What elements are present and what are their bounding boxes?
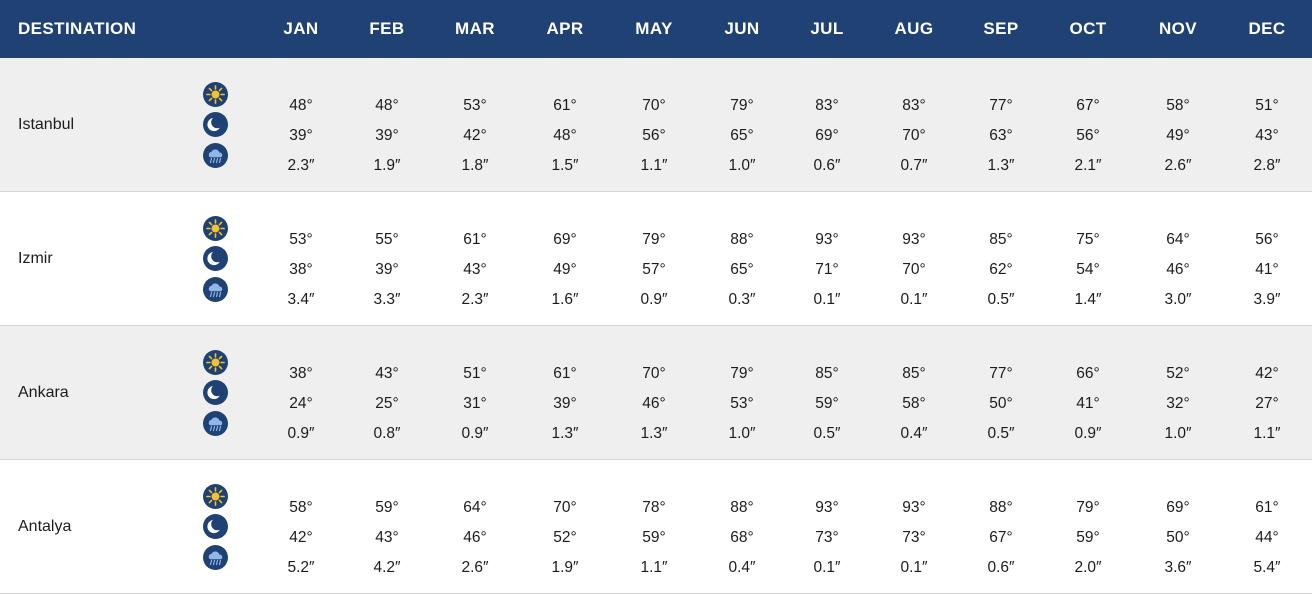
month-header-nov: NOV: [1158, 19, 1198, 38]
low-temp-cell: 73°: [815, 529, 839, 546]
low-temp-cell: 65°: [730, 127, 754, 144]
low-temp-cell: 46°: [642, 395, 666, 412]
precipitation-cell: 0.5″: [813, 425, 841, 442]
precipitation-cell: 1.9″: [373, 157, 401, 174]
precipitation-cell: 2.8″: [1253, 157, 1281, 174]
high-temp-cell: 83°: [902, 97, 926, 114]
low-temp-cell: 70°: [902, 127, 926, 144]
rain-cloud-icon: [203, 411, 228, 436]
high-temp-cell: 69°: [1166, 499, 1190, 516]
high-temp-cell: 53°: [289, 231, 313, 248]
moon-icon: [203, 112, 228, 137]
month-header-aug: AUG: [894, 19, 934, 38]
table-body: [0, 58, 1312, 594]
high-temp-cell: 88°: [730, 499, 754, 516]
precipitation-cell: 3.3″: [373, 291, 401, 308]
precipitation-cell: 2.6″: [461, 559, 489, 576]
low-temp-cell: 25°: [375, 395, 399, 412]
high-temp-cell: 66°: [1076, 365, 1100, 382]
destination-row-antalya: [0, 460, 1312, 594]
low-temp-cell: 41°: [1076, 395, 1100, 412]
precipitation-cell: 3.0″: [1164, 291, 1192, 308]
high-temp-cell: 79°: [730, 97, 754, 114]
high-temp-cell: 42°: [1255, 365, 1279, 382]
low-temp-cell: 70°: [902, 261, 926, 278]
precipitation-cell: 2.0″: [1074, 559, 1102, 576]
month-header-apr: APR: [546, 19, 584, 38]
low-temp-cell: 32°: [1166, 395, 1190, 412]
low-temp-cell: 39°: [375, 127, 399, 144]
destination-row-ankara: [0, 326, 1312, 460]
precipitation-cell: 3.6″: [1164, 559, 1192, 576]
low-temp-cell: 56°: [642, 127, 666, 144]
high-temp-cell: 77°: [989, 97, 1013, 114]
low-temp-cell: 71°: [815, 261, 839, 278]
precipitation-cell: 0.4″: [728, 559, 756, 576]
low-temp-cell: 68°: [730, 529, 754, 546]
destination-row-izmir: [0, 192, 1312, 326]
precipitation-cell: 5.4″: [1253, 559, 1281, 576]
precipitation-cell: 0.9″: [1074, 425, 1102, 442]
high-temp-cell: 93°: [815, 499, 839, 516]
month-header-oct: OCT: [1069, 19, 1107, 38]
precipitation-cell: 1.1″: [640, 559, 668, 576]
low-temp-cell: 58°: [902, 395, 926, 412]
high-temp-cell: 52°: [1166, 365, 1190, 382]
high-temp-cell: 85°: [902, 365, 926, 382]
precipitation-cell: 2.1″: [1074, 157, 1102, 174]
precipitation-cell: 1.6″: [551, 291, 579, 308]
low-temp-cell: 59°: [815, 395, 839, 412]
low-temp-cell: 48°: [553, 127, 577, 144]
rain-cloud-icon: [203, 545, 228, 570]
high-temp-cell: 70°: [642, 365, 666, 382]
month-header-feb: FEB: [369, 19, 405, 38]
precipitation-cell: 1.3″: [551, 425, 579, 442]
high-temp-cell: 70°: [553, 499, 577, 516]
high-temp-cell: 61°: [553, 365, 577, 382]
moon-icon: [203, 380, 228, 405]
month-header-mar: MAR: [455, 19, 495, 38]
rain-cloud-icon: [203, 143, 228, 168]
high-temp-cell: 38°: [289, 365, 313, 382]
precipitation-cell: 1.8″: [461, 157, 489, 174]
precipitation-cell: 0.3″: [728, 291, 756, 308]
high-temp-cell: 64°: [1166, 231, 1190, 248]
month-header-may: MAY: [635, 19, 673, 38]
low-temp-cell: 53°: [730, 395, 754, 412]
high-temp-cell: 79°: [642, 231, 666, 248]
low-temp-cell: 39°: [375, 261, 399, 278]
high-temp-cell: 61°: [1255, 499, 1279, 516]
high-temp-cell: 85°: [815, 365, 839, 382]
high-temp-cell: 56°: [1255, 231, 1279, 248]
high-temp-cell: 93°: [902, 231, 926, 248]
low-temp-cell: 41°: [1255, 261, 1279, 278]
precipitation-cell: 1.1″: [640, 157, 668, 174]
precipitation-cell: 0.1″: [900, 559, 928, 576]
month-header-jan: JAN: [283, 19, 319, 38]
precipitation-cell: 1.1″: [1253, 425, 1281, 442]
low-temp-cell: 56°: [1076, 127, 1100, 144]
low-temp-cell: 59°: [642, 529, 666, 546]
precipitation-cell: 0.4″: [900, 425, 928, 442]
low-temp-cell: 50°: [989, 395, 1013, 412]
high-temp-cell: 75°: [1076, 231, 1100, 248]
high-temp-cell: 61°: [553, 97, 577, 114]
high-temp-cell: 88°: [730, 231, 754, 248]
high-temp-cell: 64°: [463, 499, 487, 516]
precipitation-cell: 0.6″: [813, 157, 841, 174]
low-temp-cell: 69°: [815, 127, 839, 144]
precipitation-cell: 1.0″: [1164, 425, 1192, 442]
precipitation-cell: 0.6″: [987, 559, 1015, 576]
low-temp-cell: 62°: [989, 261, 1013, 278]
high-temp-cell: 58°: [289, 499, 313, 516]
destination-name: Izmir: [18, 250, 53, 267]
high-temp-cell: 51°: [463, 365, 487, 382]
high-temp-cell: 93°: [815, 231, 839, 248]
high-temp-cell: 85°: [989, 231, 1013, 248]
low-temp-cell: 43°: [375, 529, 399, 546]
low-temp-cell: 24°: [289, 395, 313, 412]
precipitation-cell: 2.3″: [287, 157, 315, 174]
low-temp-cell: 54°: [1076, 261, 1100, 278]
low-temp-cell: 49°: [553, 261, 577, 278]
precipitation-cell: 2.3″: [461, 291, 489, 308]
precipitation-cell: 3.4″: [287, 291, 315, 308]
low-temp-cell: 42°: [463, 127, 487, 144]
precipitation-cell: 5.2″: [287, 559, 315, 576]
low-temp-cell: 38°: [289, 261, 313, 278]
low-temp-cell: 27°: [1255, 395, 1279, 412]
destination-name: Istanbul: [18, 116, 75, 133]
low-temp-cell: 49°: [1166, 127, 1190, 144]
sun-icon: [203, 484, 228, 509]
sun-icon: [203, 82, 228, 107]
precipitation-cell: 0.1″: [813, 559, 841, 576]
low-temp-cell: 39°: [553, 395, 577, 412]
high-temp-cell: 61°: [463, 231, 487, 248]
destination-row-istanbul: [0, 58, 1312, 192]
high-temp-cell: 77°: [989, 365, 1013, 382]
precipitation-cell: 3.9″: [1253, 291, 1281, 308]
high-temp-cell: 93°: [902, 499, 926, 516]
low-temp-cell: 65°: [730, 261, 754, 278]
high-temp-cell: 78°: [642, 499, 666, 516]
precipitation-cell: 1.5″: [551, 157, 579, 174]
destination-name: Ankara: [18, 384, 69, 401]
high-temp-cell: 69°: [553, 231, 577, 248]
precipitation-cell: 1.4″: [1074, 291, 1102, 308]
destination-column-header: DESTINATION: [18, 19, 137, 38]
high-temp-cell: 48°: [375, 97, 399, 114]
low-temp-cell: 42°: [289, 529, 313, 546]
low-temp-cell: 73°: [902, 529, 926, 546]
high-temp-cell: 88°: [989, 499, 1013, 516]
sun-icon: [203, 216, 228, 241]
low-temp-cell: 39°: [289, 127, 313, 144]
precipitation-cell: 0.5″: [987, 291, 1015, 308]
month-header-dec: DEC: [1248, 19, 1286, 38]
low-temp-cell: 43°: [1255, 127, 1279, 144]
low-temp-cell: 31°: [463, 395, 487, 412]
table-header: [0, 0, 1312, 58]
high-temp-cell: 70°: [642, 97, 666, 114]
high-temp-cell: 55°: [375, 231, 399, 248]
low-temp-cell: 67°: [989, 529, 1013, 546]
precipitation-cell: 1.3″: [640, 425, 668, 442]
precipitation-cell: 0.9″: [640, 291, 668, 308]
high-temp-cell: 83°: [815, 97, 839, 114]
precipitation-cell: 4.2″: [373, 559, 401, 576]
high-temp-cell: 79°: [730, 365, 754, 382]
precipitation-cell: 0.9″: [287, 425, 315, 442]
precipitation-cell: 1.3″: [987, 157, 1015, 174]
precipitation-cell: 0.5″: [987, 425, 1015, 442]
low-temp-cell: 52°: [553, 529, 577, 546]
low-temp-cell: 46°: [463, 529, 487, 546]
precipitation-cell: 2.6″: [1164, 157, 1192, 174]
low-temp-cell: 44°: [1255, 529, 1279, 546]
low-temp-cell: 63°: [989, 127, 1013, 144]
month-header-jul: JUL: [810, 19, 844, 38]
high-temp-cell: 58°: [1166, 97, 1190, 114]
precipitation-cell: 0.1″: [900, 291, 928, 308]
moon-icon: [203, 514, 228, 539]
high-temp-cell: 51°: [1255, 97, 1279, 114]
month-header-jun: JUN: [724, 19, 760, 38]
low-temp-cell: 46°: [1166, 261, 1190, 278]
sun-icon: [203, 350, 228, 375]
precipitation-cell: 0.1″: [813, 291, 841, 308]
month-header-sep: SEP: [983, 19, 1019, 38]
precipitation-cell: 1.0″: [728, 157, 756, 174]
high-temp-cell: 43°: [375, 365, 399, 382]
precipitation-cell: 1.9″: [551, 559, 579, 576]
high-temp-cell: 48°: [289, 97, 313, 114]
low-temp-cell: 57°: [642, 261, 666, 278]
precipitation-cell: 0.9″: [461, 425, 489, 442]
precipitation-cell: 0.7″: [900, 157, 928, 174]
high-temp-cell: 53°: [463, 97, 487, 114]
low-temp-cell: 50°: [1166, 529, 1190, 546]
destination-name: Antalya: [18, 518, 72, 535]
precipitation-cell: 1.0″: [728, 425, 756, 442]
precipitation-cell: 0.8″: [373, 425, 401, 442]
low-temp-cell: 59°: [1076, 529, 1100, 546]
low-temp-cell: 43°: [463, 261, 487, 278]
rain-cloud-icon: [203, 277, 228, 302]
high-temp-cell: 79°: [1076, 499, 1100, 516]
high-temp-cell: 67°: [1076, 97, 1100, 114]
moon-icon: [203, 246, 228, 271]
high-temp-cell: 59°: [375, 499, 399, 516]
